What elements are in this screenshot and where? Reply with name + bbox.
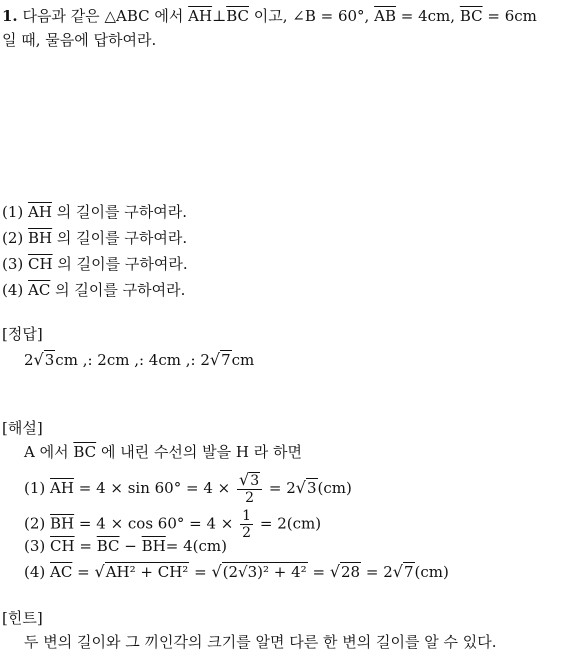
- step-expr: = 4 × cos 60° = 4 ×: [78, 514, 234, 533]
- question-3: [2, 254, 188, 274]
- sqrt-7-result: √7: [392, 562, 414, 581]
- sqrt-expression: √(2√3)² + 4²: [211, 562, 307, 581]
- segment-bc-2: $\overline{BC}$: [459, 7, 483, 25]
- question-text: 의 길이를 구하여라.: [56, 229, 188, 247]
- triangle-label: △ABC: [104, 7, 150, 25]
- step-segment: $\overline{BH}$: [141, 537, 166, 555]
- step-segment: $\overline{BH}$: [50, 514, 75, 533]
- angle-condition: 이고, ∠B = 60°,: [253, 7, 370, 25]
- answer-line: [24, 350, 254, 370]
- solution-intro-b: 에 내린 수선의 발을 H 라 하면: [100, 443, 303, 461]
- step-number: (4): [24, 563, 46, 581]
- step-result: = 4(cm): [165, 537, 227, 555]
- question-segment: $\overline{CH}$: [28, 255, 53, 273]
- solution-step-4: [24, 562, 449, 582]
- step-number: (2): [24, 514, 46, 533]
- question-segment: $\overline{AC}$: [28, 281, 51, 299]
- question-number: (2): [2, 229, 24, 247]
- sqrt-28: √28: [329, 562, 361, 581]
- step-expr: = 4 × sin 60° = 4 ×: [78, 479, 231, 497]
- problem-line-2: 일 때, 물음에 답하여라.: [2, 31, 157, 49]
- segment-ah: $\overline{AH}$: [188, 7, 213, 25]
- question-segment: $\overline{BH}$: [28, 229, 53, 247]
- solution-step-3: [24, 536, 227, 556]
- problem-line-1: [2, 6, 537, 26]
- segment-bc: $\overline{BC}$: [226, 7, 249, 25]
- step-minus: −: [124, 537, 137, 555]
- fraction-sqrt3-over-2: $\frac{√3}{2}$: [237, 472, 262, 506]
- step-segment: $\overline{BC}$: [96, 537, 120, 555]
- problem-number: 1.: [2, 7, 18, 25]
- step-eq: =: [312, 563, 326, 581]
- step-eq: =: [194, 563, 207, 581]
- eseo-text: 에서: [154, 7, 184, 25]
- step-number: (3): [24, 537, 46, 555]
- question-number: (3): [2, 255, 24, 273]
- sqrt-ah2-ch2: √AH² + CH²: [94, 562, 189, 581]
- solution-intro-a: A 에서: [24, 443, 69, 461]
- step-unit: (cm): [317, 479, 352, 497]
- question-4: [2, 280, 185, 300]
- hint-text: 두 변의 길이와 그 끼인각의 크기를 알면 다른 한 변의 길이를 알 수 있다.: [24, 633, 497, 651]
- sqrt-3: √3: [33, 350, 55, 369]
- hint-heading: [힌트]: [2, 609, 43, 627]
- solution-intro: [24, 442, 302, 462]
- segment-ab: $\overline{AB}$: [374, 7, 396, 25]
- question-number: (4): [2, 281, 24, 299]
- solution-intro-seg: $\overline{BC}$: [73, 443, 97, 461]
- question-2: [2, 228, 187, 248]
- step-segment: $\overline{AH}$: [50, 479, 74, 497]
- solution-heading: [해설]: [2, 419, 43, 437]
- question-segment: $\overline{AH}$: [28, 203, 52, 221]
- step-eq: =: [77, 563, 90, 581]
- perp-symbol: ⊥: [212, 7, 227, 25]
- solution-step-1: [24, 472, 352, 506]
- question-text: 의 길이를 구하여라.: [57, 255, 188, 273]
- answer-heading: [정답]: [2, 325, 43, 343]
- step-unit: (cm): [414, 563, 449, 581]
- bc-value: = 6cm: [487, 7, 537, 25]
- step-result: = 2(cm): [259, 514, 322, 533]
- fraction-1-over-2: $\frac{1}{2}$: [242, 508, 252, 541]
- step-result-coef: = 2: [365, 563, 393, 581]
- step-result-coef: = 2: [268, 479, 296, 497]
- step-segment: $\overline{AC}$: [50, 563, 73, 581]
- problem-intro: 다음과 같은: [22, 7, 100, 25]
- answer-unit: cm: [231, 351, 255, 369]
- sqrt-3-result: √3: [295, 478, 317, 497]
- step-number: (1): [24, 479, 46, 497]
- step-segment: $\overline{CH}$: [50, 537, 75, 555]
- step-eq: =: [79, 537, 92, 555]
- question-number: (1): [2, 203, 24, 221]
- question-1: [2, 202, 187, 222]
- answer-coef: 2: [24, 351, 34, 369]
- sqrt-7: √7: [209, 350, 231, 369]
- ab-value: = 4cm,: [400, 7, 456, 25]
- answer-middle: cm ,: 2cm ,: 4cm ,: 2: [55, 351, 210, 369]
- question-text: 의 길이를 구하여라.: [55, 281, 186, 299]
- question-text: 의 길이를 구하여라.: [56, 203, 187, 221]
